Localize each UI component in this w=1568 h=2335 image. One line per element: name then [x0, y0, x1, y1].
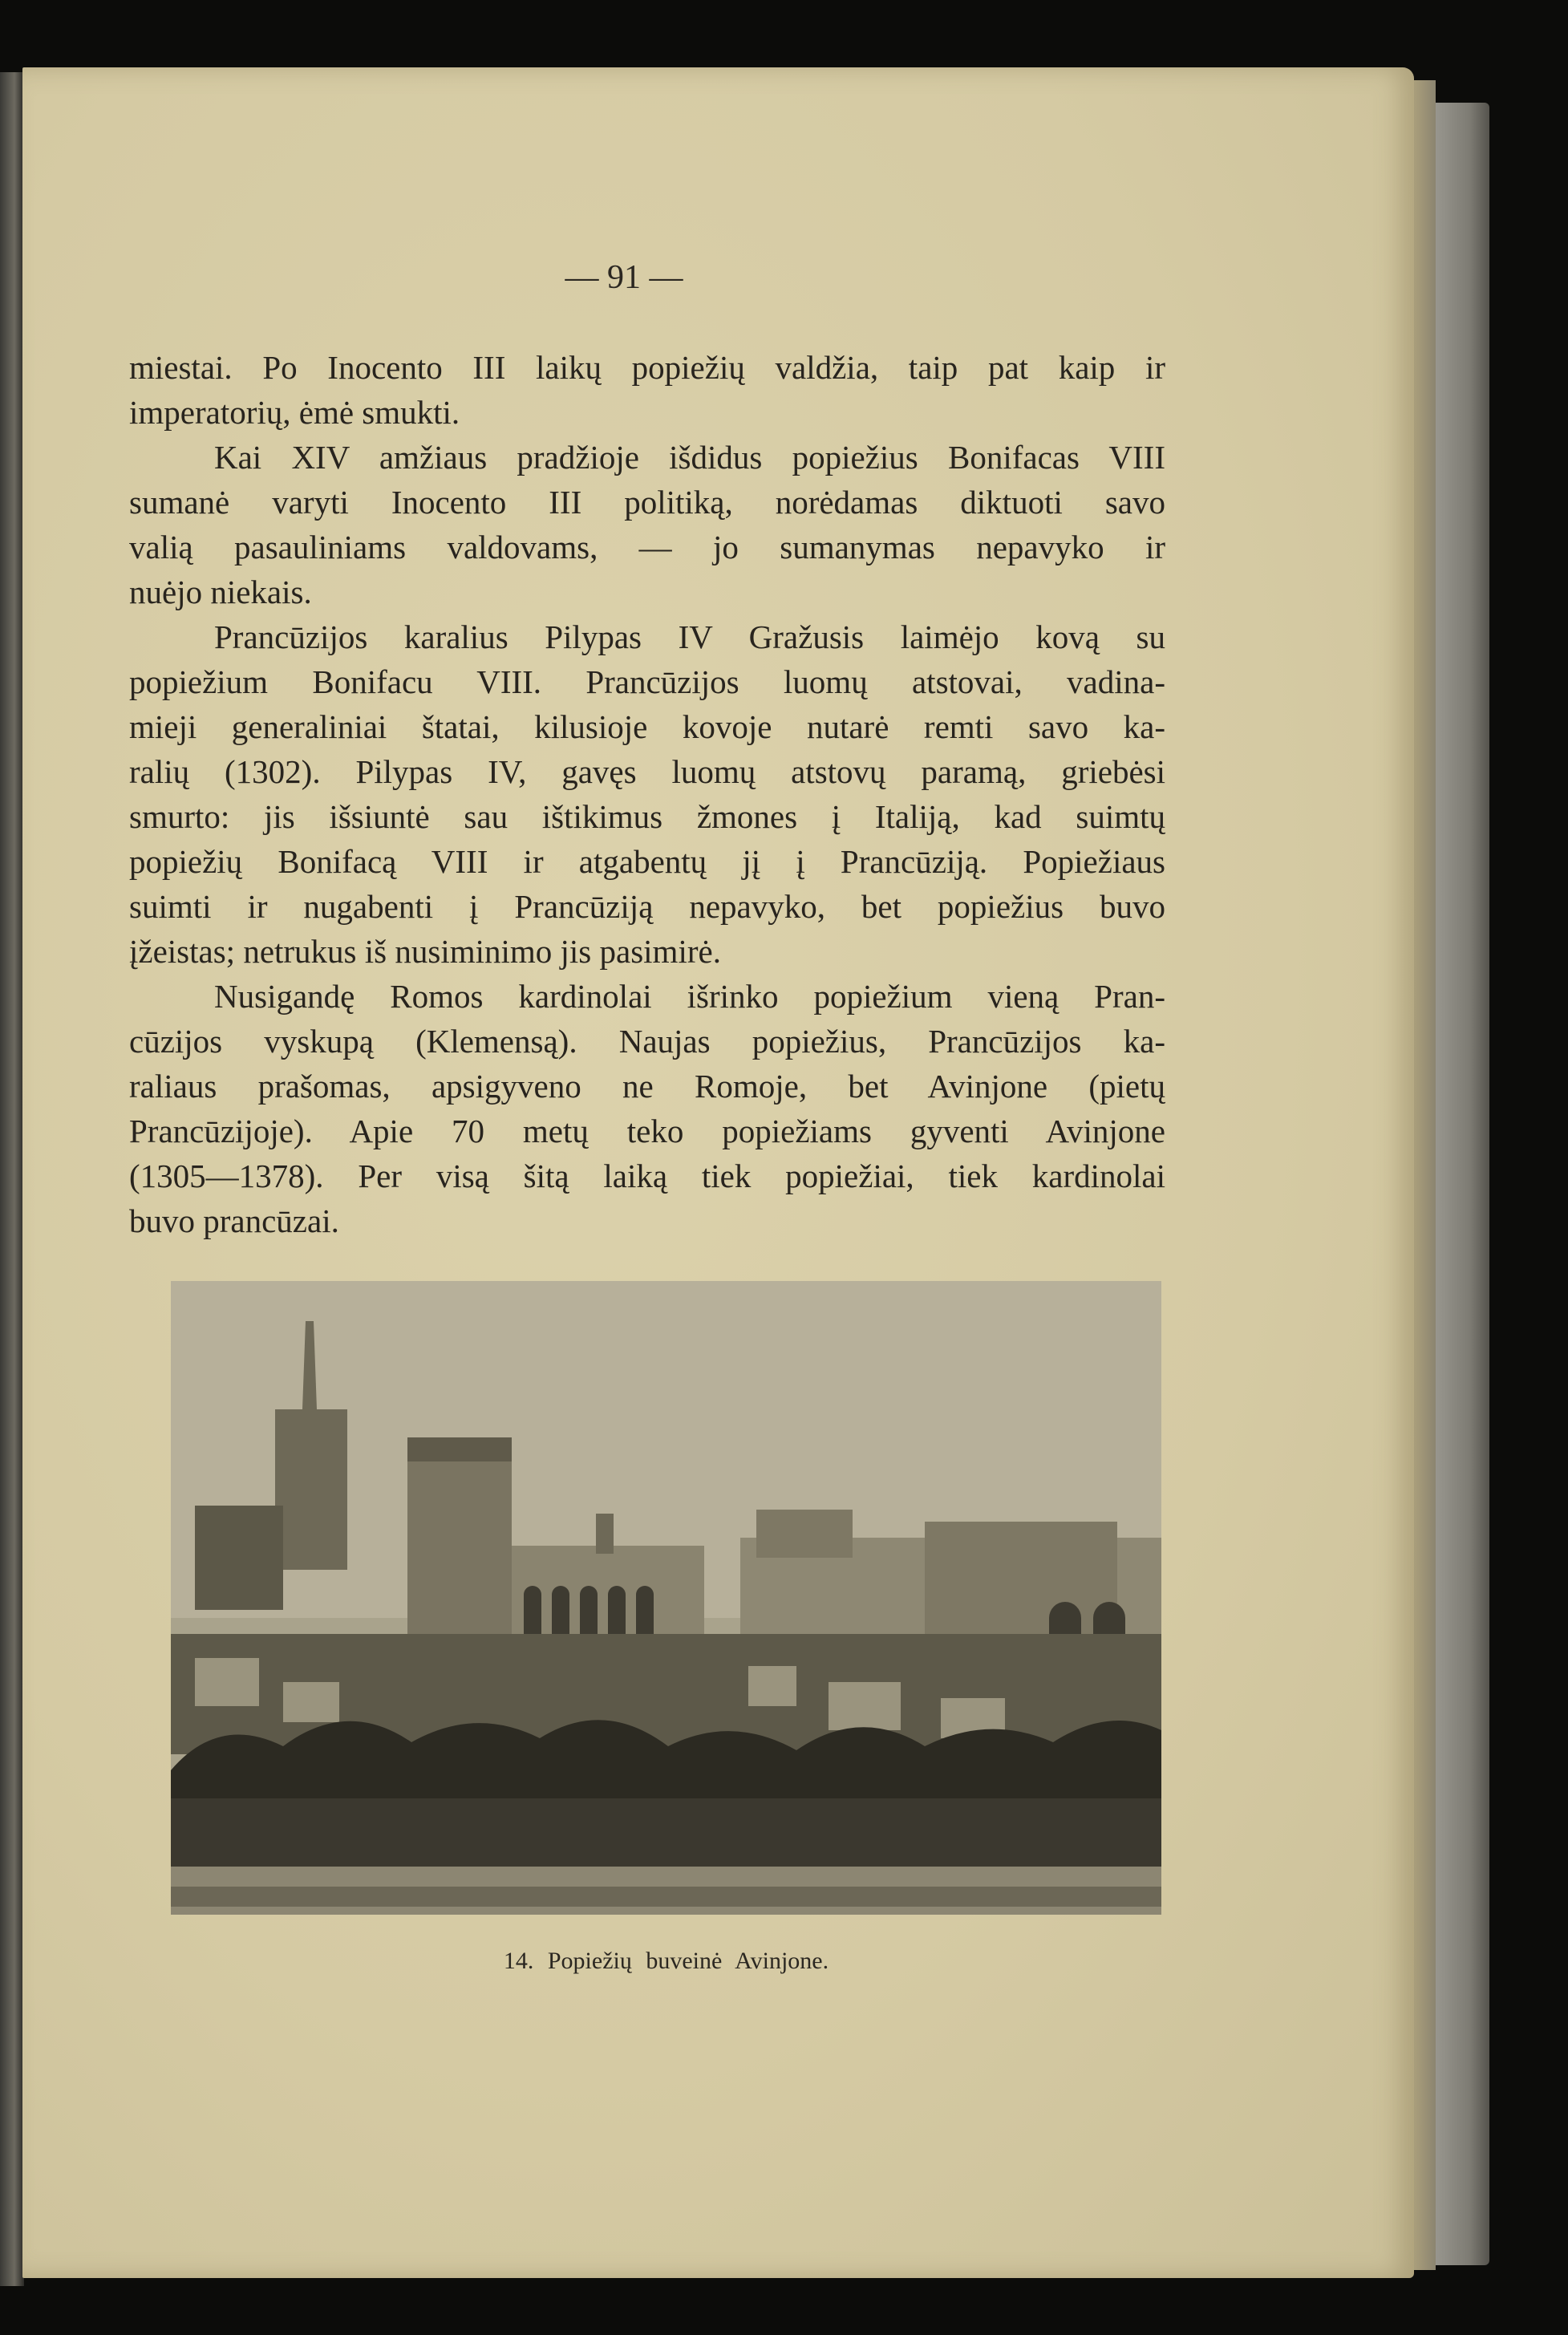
- text-line: buvo prancūzai.: [129, 1202, 339, 1239]
- text-line: įžeistas; netrukus iš nusiminimo jis pasimirė.: [129, 933, 721, 970]
- embankment: [171, 1798, 1161, 1867]
- text-line: (1305—1378). Per visą šitą laiką tiek popiežiai, tiek kardinolai: [129, 1157, 1165, 1194]
- text-line: Prancūzijoje). Apie 70 metų teko popiežiams gyventi Avinjone: [129, 1113, 1165, 1149]
- figure-caption: 14. Popiežių buveinė Avinjone.: [503, 1948, 829, 1974]
- text-line: sumanė varyti Inocento III politiką, norėdamas diktuoti savo: [129, 484, 1165, 521]
- text-line: popiežium Bonifacu VIII. Prancūzijos luomų atstovai, vadina-: [129, 663, 1165, 700]
- body-text: [129, 345, 1165, 1243]
- text-line: valią pasauliniams valdovams, — jo sumanymas nepavyko ir: [129, 529, 1165, 566]
- text-line: nuėjo niekais.: [129, 574, 312, 610]
- text-line: Prancūzijos karalius Pilypas IV Gražusis laimėjo kovą su: [214, 618, 1165, 655]
- text-line: raliaus prašomas, apsigyveno ne Romoje, bet Avinjone (pietų: [129, 1068, 1165, 1105]
- text-line: cūzijos vyskupą (Klemensą). Naujas popiežius, Prancūzijos ka-: [129, 1023, 1165, 1060]
- text-line: ralių (1302). Pilypas IV, gavęs luomų atstovų paramą, griebėsi: [129, 753, 1165, 790]
- text-line: smurto: jis išsiuntė sau ištikimus žmones į Italiją, kad suimtų: [129, 798, 1165, 835]
- book-binding-edge: [0, 72, 24, 2286]
- text-line: Nusigandę Romos kardinolai išrinko popiežium vieną Pran-: [214, 978, 1165, 1015]
- text-line: mieji generaliniai štatai, kilusioje kovoje nutarė remti savo ka-: [129, 708, 1165, 745]
- text-line: popiežių Bonifacą VIII ir atgabentų jį į Prancūziją. Popiežiaus: [129, 843, 1165, 880]
- figure-photo-avignon-papal-palace: [171, 1281, 1161, 1915]
- text-line: miestai. Po Inocento III laikų popiežių valdžia, taip pat kaip ir: [129, 349, 1165, 386]
- page-number: — 91 —: [565, 259, 683, 296]
- text-line: Kai XIV amžiaus pradžioje išdidus popiežius Bonifacas VIII: [214, 439, 1165, 476]
- text-line: imperatorių, ėmė smukti.: [129, 394, 460, 431]
- text-line: suimti ir nugabenti į Prancūziją nepavyko, bet popiežius buvo: [129, 888, 1165, 925]
